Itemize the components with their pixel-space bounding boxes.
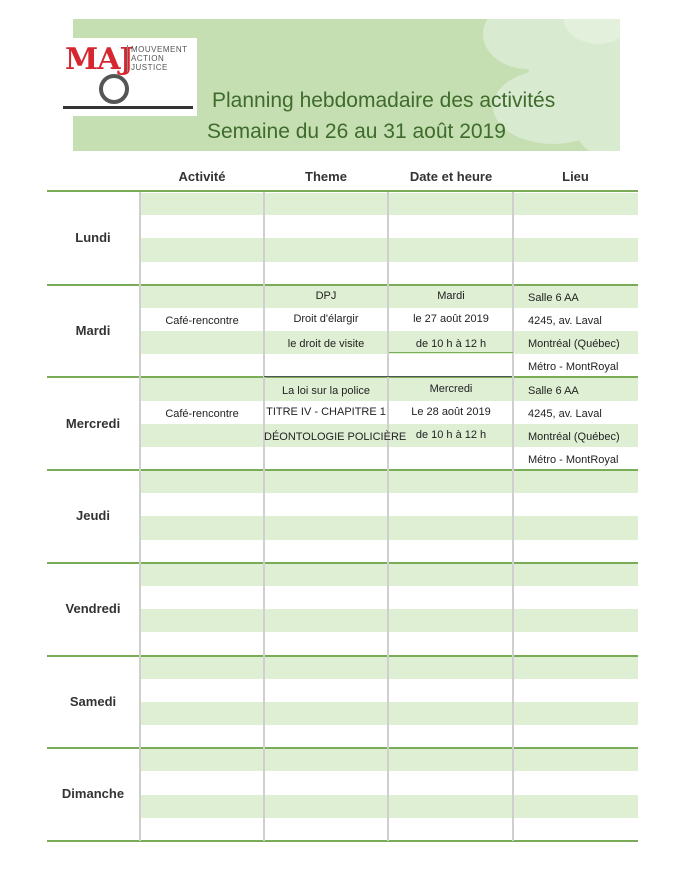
mercredi-date-line: Le 28 août 2019 — [411, 406, 491, 418]
maj-logo — [61, 38, 197, 116]
mercredi-date-line: de 10 h à 12 h — [415, 429, 487, 441]
mercredi-lieu-line: Salle 6 AA — [528, 385, 579, 397]
row-stripe — [140, 609, 638, 632]
page-title: Planning hebdomadaire des activités — [212, 89, 556, 112]
mardi-date-line: de 10 h à 12 h — [415, 338, 487, 350]
day-vendredi: Vendredi — [65, 601, 121, 616]
row-stripe — [140, 238, 638, 261]
day-mardi: Mardi — [75, 323, 111, 338]
mercredi-lieu-line: Métro - MontRoyal — [528, 454, 619, 466]
mercredi-theme-line: TITRE IV - CHAPITRE 1 — [266, 406, 386, 418]
row-stripe — [140, 749, 638, 771]
row-stripe — [140, 193, 638, 215]
cell-border — [264, 376, 512, 377]
column-header-date: Date et heure — [409, 169, 493, 184]
logo-sub-line: ACTION — [131, 54, 165, 63]
day-mercredi: Mercredi — [65, 416, 121, 431]
logo-sub-line: JUSTICE — [131, 63, 168, 72]
row-stripe — [140, 471, 638, 493]
logo-sub-line: MOUVEMENT — [131, 45, 188, 54]
mardi-activity: Café-rencontre — [165, 315, 239, 327]
day-dimanche: Dimanche — [61, 786, 125, 801]
day-samedi: Samedi — [69, 694, 117, 709]
logo-ring-icon — [99, 74, 129, 104]
mardi-lieu-line: Montréal (Québec) — [528, 338, 620, 350]
day-rule — [47, 840, 638, 842]
column-header-lieu: Lieu — [562, 169, 589, 184]
mardi-theme-line: Droit d'élargir — [293, 313, 359, 325]
page-subtitle: Semaine du 26 au 31 août 2019 — [207, 120, 506, 143]
cell-border — [389, 352, 513, 353]
mercredi-activity: Café-rencontre — [165, 408, 239, 420]
row-stripe — [140, 795, 638, 818]
mercredi-lieu-line: 4245, av. Laval — [528, 408, 602, 420]
row-stripe — [140, 564, 638, 586]
logo-bar — [63, 106, 193, 109]
day-lundi: Lundi — [75, 230, 111, 245]
logo-text: MAJ — [65, 42, 133, 77]
mardi-lieu-line: Salle 6 AA — [528, 292, 579, 304]
header-rule — [47, 190, 638, 192]
day-jeudi: Jeudi — [76, 508, 110, 523]
column-header-activite: Activité — [178, 169, 226, 184]
mardi-date-line: Mardi — [437, 290, 465, 302]
mercredi-date-line: Mercredi — [429, 383, 473, 395]
logo-subtitle — [127, 45, 197, 72]
mardi-theme-line: DPJ — [315, 290, 337, 302]
mardi-theme-line: le droit de visite — [287, 338, 365, 350]
column-header-theme: Theme — [305, 169, 347, 184]
mercredi-theme-line: La loi sur la police — [281, 385, 371, 397]
mardi-date-line: le 27 août 2019 — [413, 313, 489, 325]
mercredi-lieu-line: Montréal (Québec) — [528, 431, 620, 443]
column-divider — [139, 192, 141, 841]
mardi-lieu-line: 4245, av. Laval — [528, 315, 602, 327]
mardi-lieu-line: Métro - MontRoyal — [528, 361, 619, 373]
row-stripe — [140, 516, 638, 539]
mercredi-theme-line: DÉONTOLOGIE POLICIÈRE — [264, 431, 407, 443]
row-stripe — [140, 702, 638, 725]
row-stripe — [140, 657, 638, 679]
